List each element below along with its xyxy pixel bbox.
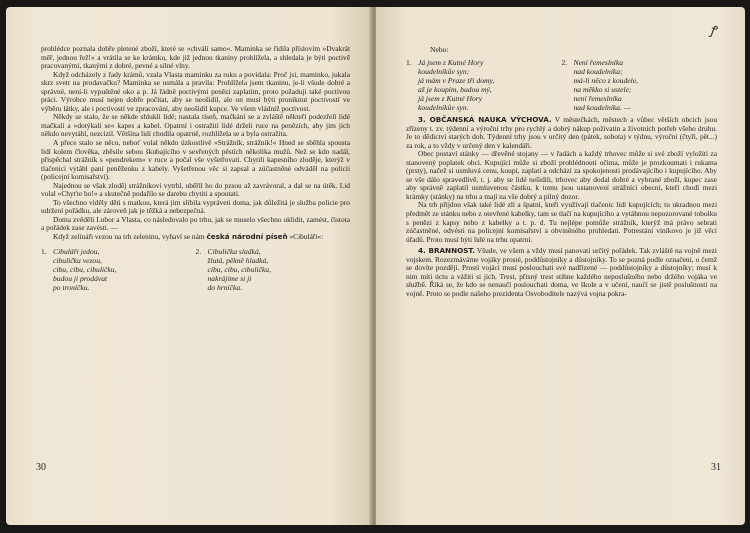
paragraph: prohlédce poznala dobře pletené zboží, které se »chválí samo«. Maminka se řídila příslovím »Dvakrát měř, jednou řež!« a vrátila se ke krámku, kde již jednou tkaniny prohlížela, a shledala je býti poctivě pracovanými, tkanými z dobré, pevné a silné vlny. [41,44,350,71]
poem-line: Není řemeslníka [573,58,624,67]
section-heading: 4. BRANNOST. [418,246,475,256]
paragraph: A přece stalo se něco, neboť volal někdo úzkostlivě »Strážník, strážník!« Hned se sběhla spousta lidí kolem člověka, zběsile sebou škubajícího v sevřených pěstích několika mužů. Než se kdo nadál, přispěchal strážník s »pendrekem« v ruce a počal vše vyšetřovati. Chytili kapesního zloděje, kterýž v tlačenici vytáhl paní peněženku z kabely. Vyšetřenou věc si zapsal a zúčastněné odváděl na policii (policejní komisařství). [41,138,350,182]
stanza-number: 2. [195,246,202,256]
stanza-lines [208,247,271,292]
poem-line: já mám v Praze tři domy, [418,76,495,85]
poem-line: do hrníčka. [207,282,243,292]
poem-line: není řemeslníka [573,94,622,103]
section-paragraph [406,247,717,298]
poem-line: nad koudelníka; [573,67,623,76]
song-intro-tail: »Cibuláři«: [289,232,324,242]
song-intro [41,233,350,242]
stanza [196,247,351,292]
poem-line: až je koupím, budou mý, [418,85,492,94]
left-page [6,7,372,525]
poem-line: žlutá, pěkně hladká, [207,255,269,265]
poem-line: Já jsem z Kutné Hory [418,58,484,67]
poem-line: nad koudelníka. — [573,103,631,112]
stanza-lines [53,247,116,292]
poem-line: Cibulička sladká, [207,246,261,256]
poem [41,247,350,292]
stanza-number: 2. [561,58,568,67]
poem-line: já jsem z Kutné Hory [418,94,483,103]
stanza [41,247,196,292]
stanza-lines [574,58,639,112]
section-heading: 3. OBČANSKÁ NAUKA VÝCHOVA. [418,115,552,124]
poem-line: po troníčku. [53,282,90,292]
poem-line: má-li něco z koudele, [573,76,639,85]
right-page [376,7,745,525]
pencil-mark: ꝭ [708,22,720,39]
book-spread [6,7,745,525]
paragraph: Najednou se však zloděj strážníkovi vytrhl, uběřil ho do pzsou až zavrávoral, a dal se na útěk. Lid volal »Chyťte ho!« a skutečně podařilo se darebu chytiti a spoutati. [41,180,350,199]
poem-line: cibu, cibu, cibuličku, [207,264,271,274]
paragraph: To všechno viděly děti s matkou, která jim slíbila vypráveti doma, jak důležitá je služba policie pro udržení pořádku, ale zároveň jak je těžká a nebezpečná. [41,197,350,216]
paragraph: Doma zvěděli Lubor a Vlasta, co následovalo po trhu, jak se muselo všechno uklidit, zamést, čistota a pořádek zase zavésti. — [41,214,350,233]
song-intro-text: Když zelináři vezou na trh zeleninu, vyhaví se nám [53,232,205,242]
stanza [406,58,562,112]
stanza-number: 1. [41,246,47,256]
poem-line: Cibuláři jedou, [53,246,100,256]
stanza-number: 1. [406,58,412,67]
poem-line: budou ji prodávat [53,273,108,283]
poem-lead: Nebo: [430,45,449,54]
poem-line: cibu, cibu, cibuličku, [53,264,117,274]
stanza-lines [418,58,494,112]
poem-line: cibuličku vezou, [53,255,102,265]
section-paragraph [406,116,717,150]
song-title-bold: česká národní píseň [206,232,288,242]
stanza [562,58,718,112]
paragraph: Když odcházely z řady krámů, vzala Vlasta maminku za ruku a povídala: Proč jsi, maminko, jukala skrz svetr na prodavačku? Maminka se usmála a pravila: Prohlížela jsem tkaninu, je-li všude dobré a správné, není-li vypuštěné oko a p. Já řádně poctivými penězi zaplatím, proto požaduji také poctivou práci. Výrobce musí nejen dobře počítat, aby se neošidil, ale on musí býti proniknut poctivostí ve výběru látky, ale i poctivostí ve zpracování, aby neošidil kupce. Ve všem vládniž poctivost. [41,69,350,113]
section-text: V městečkách, městech a vůbec větších obcích jsou zřízeny t. zv. týdenní a výroční trhy pro rychlý a dobrý nákup poživatin a životních potřeb všeho druhu. Je to dědictví starých dob. Týdenní trhy jsou v určitý den (pátek, sobota) v týdnu, výroční (čtyři, pět...) za rok, a to vždy v určený den v kalendáři. [406,115,718,150]
poem [406,58,717,112]
poem-line: nakrájíme si ji [207,273,252,283]
poem-line: koudelníkův syn. [418,103,469,112]
paragraph: Někdy se stalo, že se někde shlukli lidé; nastala tíseň, mačkání se a zvláště někteří podezřelí lidé mačkali a »dotýkali se« kapes a kabel. Opatrní i ostražití lidé drželi ruce na penězích, aby jim jich někdo nevytáhl, nezcizil. Většina lidí chodila opatrně, rozhlížela se a byla ostražita. [41,112,350,139]
paragraph: Na trh přijdou však také lidé zlí a špatní, kteří využívají tlačenic lidí kupujících; tu ukradnou mezi předmět ze stánku nebo z otevřené kabelky, tam se tlačí na kupujícího a vytáhnou nepozorované tobolku s penězi z kapsy nebo z kabelky a t. p. d. Tu nejlépe pomůže strážník, kterýž má právo sebrati zúčastněné, odvésti na policejní komisařství a obviněného prohledati. Potrestání viníkovo je již věcí úřadů. Proto musí býti lidé na trhu opatrní. [406,200,717,244]
page-number: 31 [711,462,721,473]
page-number: 30 [36,462,46,473]
poem-line: koudelníkův syn; [418,67,470,76]
section-text: Všude, ve všem a vždy musí panovati určitý pořádek. Tak zvláště na vojně mezi vojskem. Rozezmáváme vojáky prosté, poddůstojníky a důstojníky. To se pozná podle označení, o čemž se dovíte později. Prostí vojáci musí poslouchati své nadřízené — poddůstojníky a důstojníky; musí k nim míti úctu a vážiti si jich. Trest, přísný trest stihne každého neposlušného nebo držého vojáka ve službě. Říká se, že kdo se nenaučí poslouchati doma, ve škole a v učení, naučí se jistě poslušnosti na vojně. Proto se podle našeho prezidenta Osvoboditele nazývá vojna pokra- [406,246,717,298]
poem-line: na měkko si ustele; [573,85,632,94]
paragraph: Obec postaví stánky — dřevěné stojany — v řadách a každý trhovec může si své zboží vyložiti za stanovený poplatek obci. Kupující může si zboží prohlédnouti očima, může je prozkoumati i rukama (prsty), načež si usmluvá cenu, koupí, zaplatí a odchází za spokojenosti prodávajícího i kupujícího. Aby se vše dálo spravedlivě, t. j. aby se lidé nešidili, trhovec aby dodal dobré a vybrané zboží, kupec zase aby správně zaplatil usmluvenou částku, k tomu jsou ustanovení strážníci obecní, kteří chodí mezi krámky (stánky) na trhu a mají na vše dobrý a pilný dozor. [406,149,717,201]
